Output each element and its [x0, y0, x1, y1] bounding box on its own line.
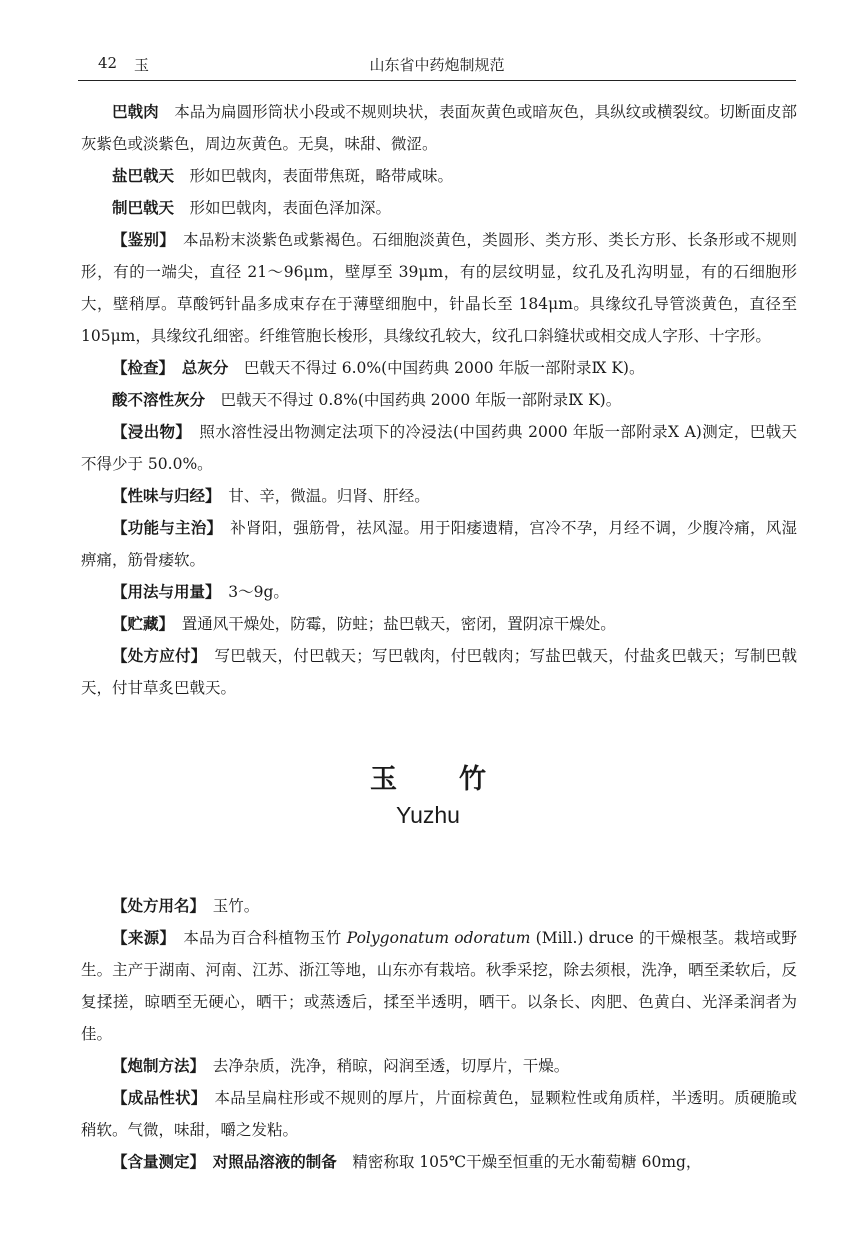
paragraph-text: 3～9g。 [228, 583, 289, 601]
term: 【炮制方法】 [112, 1057, 198, 1075]
paragraph-extract [81, 416, 797, 480]
paragraph-text: 去净杂质，洗净，稍晾，闷润至透，切厚片，干燥。 [212, 1057, 570, 1075]
term: 【浸出物】 [112, 423, 184, 441]
term: 【含量测定】 [112, 1153, 198, 1171]
paragraph-prescription [81, 640, 797, 704]
book-title: 山东省中药炮制规范 [369, 56, 505, 74]
term: 【性味与归经】 [112, 487, 213, 505]
paragraph-acid-ash [81, 384, 797, 416]
latin-name: Polygonatum odoratum [346, 929, 531, 947]
entry-pinyin: Yuzhu [396, 802, 460, 828]
paragraph-yan-badai [81, 160, 797, 192]
paragraph-source [81, 922, 797, 1050]
section-label: 玉 [134, 56, 150, 74]
term: 盐巴戟天 [112, 167, 175, 185]
paragraph-function [81, 512, 797, 576]
paragraph-text: (Mill.) druce 的干燥根茎。栽培或野生。主产于湖南、河南、江苏、浙江等地，山东亦有栽培。秋季采挖，除去须根，洗净，晒至柔软后，反复揉搓，晾晒至无硬心，晒干；或蒸透后，揉至半透明，晒干。以条长、肉肥、色黄白、光泽柔润者为佳。 [81, 929, 797, 1043]
subterm: 对照品溶液的制备 [212, 1153, 337, 1171]
paragraph-inspection [81, 352, 797, 384]
paragraph-dosage [81, 576, 797, 608]
paragraph-product-character [81, 1082, 797, 1146]
paragraph-text: 形如巴戟肉，表面带焦斑，略带咸味。 [189, 167, 454, 185]
paragraph-identification [81, 224, 797, 352]
paragraph-text: 本品为百合科植物玉竹 [183, 929, 342, 947]
paragraph-text: 玉竹。 [212, 897, 260, 915]
page-number: 42 [98, 54, 118, 72]
paragraph-prescription-name [81, 890, 797, 922]
paragraph-storage [81, 608, 797, 640]
term: 【检查】 [112, 359, 167, 377]
paragraph-text: 补肾阳，强筋骨，祛风湿。用于阳痿遗精，宫冷不孕，月经不调，少腹冷痛，风湿痹痛，筋骨痿软。 [81, 519, 797, 569]
term: 酸不溶性灰分 [112, 391, 206, 409]
term: 【成品性状】 [112, 1089, 199, 1107]
term: 【功能与主治】 [112, 519, 215, 537]
term: 制巴戟天 [112, 199, 175, 217]
entry-title: 玉竹 [370, 764, 548, 795]
term: 【处方用名】 [112, 897, 198, 915]
paragraph-zhi-badai [81, 192, 797, 224]
paragraph-text: 形如巴戟肉，表面色泽加深。 [189, 199, 392, 217]
paragraph-text: 本品为扁圆形筒状小段或不规则块状，表面灰黄色或暗灰色，具纵纹或横裂纹。切断面皮部灰紫色或淡紫色，周边灰黄色。无臭，味甜、微涩。 [81, 103, 797, 153]
running-header [78, 52, 796, 81]
term: 【处方应付】 [112, 647, 199, 665]
paragraph-text: 本品粉末淡紫色或紫褐色。石细胞淡黄色，类圆形、类方形、类长方形、长条形或不规则形，有的一端尖，直径 21～96μm，壁厚至 39μm，有的层纹明显，纹孔及孔沟明显，有的石细胞形大，壁稍厚。草酸钙针晶多成束存在于薄壁细胞中，针晶长至 184μm。具缘纹孔导管淡黄色，直径至 105μm，具缘纹孔细密。纤维管胞长梭形，具缘纹孔较大，纹孔口斜缝状或相交成人字形、十字形。 [81, 231, 797, 345]
term: 【来源】 [112, 929, 168, 947]
yuzhu-section [81, 890, 797, 1178]
paragraph-text: 巴戟天不得过 6.0%(中国药典 2000 年版一部附录Ⅸ K)。 [243, 359, 645, 377]
paragraph-text: 甘、辛，微温。归肾、肝经。 [228, 487, 430, 505]
term: 【用法与用量】 [112, 583, 213, 601]
paragraph-nature-meridian [81, 480, 797, 512]
term: 【贮藏】 [112, 615, 167, 633]
paragraph-text: 照水溶性浸出物测定法项下的冷浸法(中国药典 2000 年版一部附录Ⅹ A)测定，巴戟天不得少于 50.0%。 [81, 423, 797, 473]
paragraph-text: 本品呈扁柱形或不规则的厚片，片面棕黄色，显颗粒性或角质样，半透明。质硬脆或稍软。气微，味甜，嚼之发粘。 [81, 1089, 797, 1139]
paragraph-text: 巴戟天不得过 0.8%(中国药典 2000 年版一部附录Ⅸ K)。 [220, 391, 622, 409]
paragraph-text: 置通风干燥处，防霉，防蛀；盐巴戟天，密闭，置阴凉干燥处。 [181, 615, 616, 633]
paragraph-text: 精密称取 105℃干燥至恒重的无水葡萄糖 60mg， [352, 1153, 702, 1171]
paragraph-assay [81, 1146, 797, 1178]
term: 巴戟肉 [112, 103, 159, 121]
term: 【鉴别】 [112, 231, 168, 249]
badai-section [81, 96, 797, 704]
paragraph-processing [81, 1050, 797, 1082]
subterm: 总灰分 [181, 359, 229, 377]
paragraph-text: 写巴戟天，付巴戟天；写巴戟肉，付巴戟肉；写盐巴戟天，付盐炙巴戟天；写制巴戟天，付甘草炙巴戟天。 [81, 647, 797, 697]
paragraph-badai-rou [81, 96, 797, 160]
